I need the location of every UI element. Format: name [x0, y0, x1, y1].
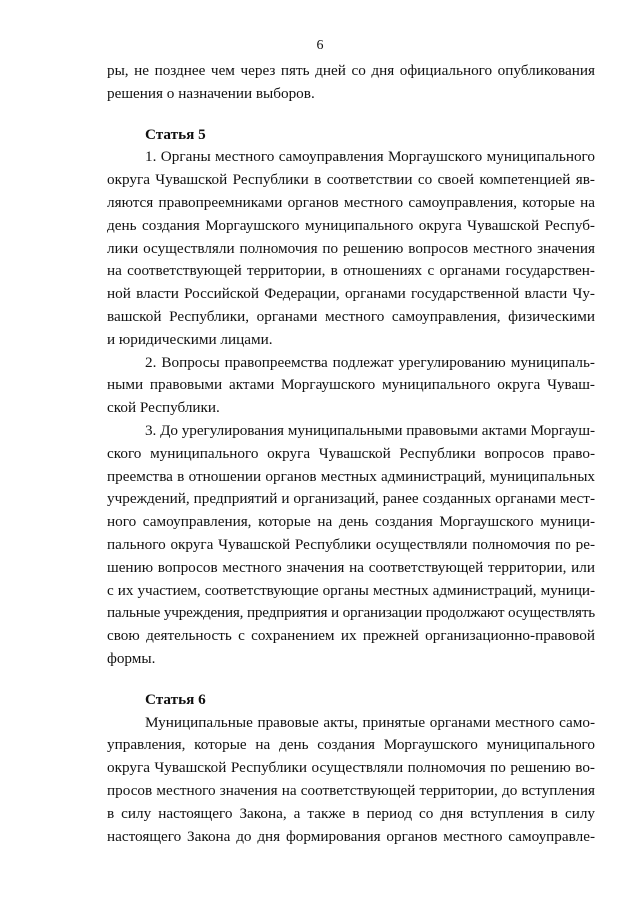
- page-number: 6: [316, 38, 324, 53]
- text-line: 3. До урегулирования муниципальными правовыми актами Моргауш-: [145, 421, 595, 439]
- text-line: пальные учреждения, предприятия и организации продолжают осуществлять: [107, 604, 595, 622]
- text-line: учреждений, предприятий и организаций, ранее созданных органами мест-: [107, 490, 595, 508]
- article-5-heading: Статья 5: [145, 125, 206, 143]
- text-line: ляются правопреемниками органов местного самоуправления, которые на: [107, 193, 595, 211]
- article-6-heading: Статья 6: [145, 690, 206, 708]
- article-6-paragraph-1: [107, 712, 595, 849]
- text-line: день создания Моргаушского муниципального округа Чувашской Респуб-: [107, 216, 595, 234]
- intro-paragraph: [107, 60, 595, 106]
- text-line: 1. Органы местного самоуправления Моргаушского муниципального: [145, 148, 595, 166]
- text-line: ной власти Российской Федерации, органами государственной власти Чу-: [107, 285, 595, 303]
- text-line: просов местного значения на соответствующей территории, до вступления: [107, 781, 595, 799]
- text-line: свою деятельность с сохранением их прежней организационно-правовой: [107, 627, 595, 645]
- text-line: шению вопросов местного значения на соответствующей территории, или: [107, 558, 595, 576]
- text-line: Муниципальные правовые акты, принятые органами местного само-: [145, 713, 595, 731]
- text-line: управления, которые на день создания Моргаушского муниципального: [107, 736, 595, 754]
- text-line: настоящего Закона до дня формирования органов местного самоуправле-: [107, 827, 595, 845]
- text-line: решения о назначении выборов.: [107, 84, 315, 102]
- article-5-paragraph-3: [107, 420, 595, 671]
- text-line: с их участием, соответствующие органы местных администраций, муници-: [107, 581, 595, 599]
- article-5-paragraph-1: [107, 146, 595, 351]
- text-line: округа Чувашской Республики осуществляли полномочия по решению во-: [107, 759, 595, 777]
- article-5-paragraph-2: [107, 352, 595, 420]
- text-line: 2. Вопросы правопреемства подлежат урегулированию муниципаль-: [145, 353, 595, 371]
- text-line: ского муниципального округа Чувашской Республики вопросов право-: [107, 444, 595, 462]
- text-line: округа Чувашской Республики в соответствии со своей компетенцией яв-: [107, 171, 595, 189]
- text-line: ного самоуправления, которые на день создания Моргаушского муници-: [107, 513, 595, 531]
- text-line: ными правовыми актами Моргаушского муниципального округа Чуваш-: [107, 376, 595, 394]
- article-6: [107, 689, 595, 849]
- text-line: вашской Республики, органами местного самоуправления, физическими: [107, 307, 595, 325]
- text-line: ской Республики.: [107, 399, 220, 417]
- text-line: и юридическими лицами.: [107, 330, 273, 348]
- text-line: лики осуществляли полномочия по решению вопросов местного значения: [107, 239, 595, 257]
- text-line: на соответствующей территории, в отношениях с органами государствен-: [107, 262, 595, 280]
- text-line: формы.: [107, 649, 156, 667]
- text-line: ры, не позднее чем через пять дней со дня официального опубликования: [107, 62, 595, 79]
- text-line: преемства в отношении органов местных администраций, муниципальных: [107, 467, 595, 485]
- article-5: [107, 124, 595, 671]
- text-line: пального округа Чувашской Республики осуществляли полномочия по ре-: [107, 535, 595, 553]
- document-body: [107, 60, 595, 848]
- text-line: в силу настоящего Закона, а также в период со дня вступления в силу: [107, 804, 595, 822]
